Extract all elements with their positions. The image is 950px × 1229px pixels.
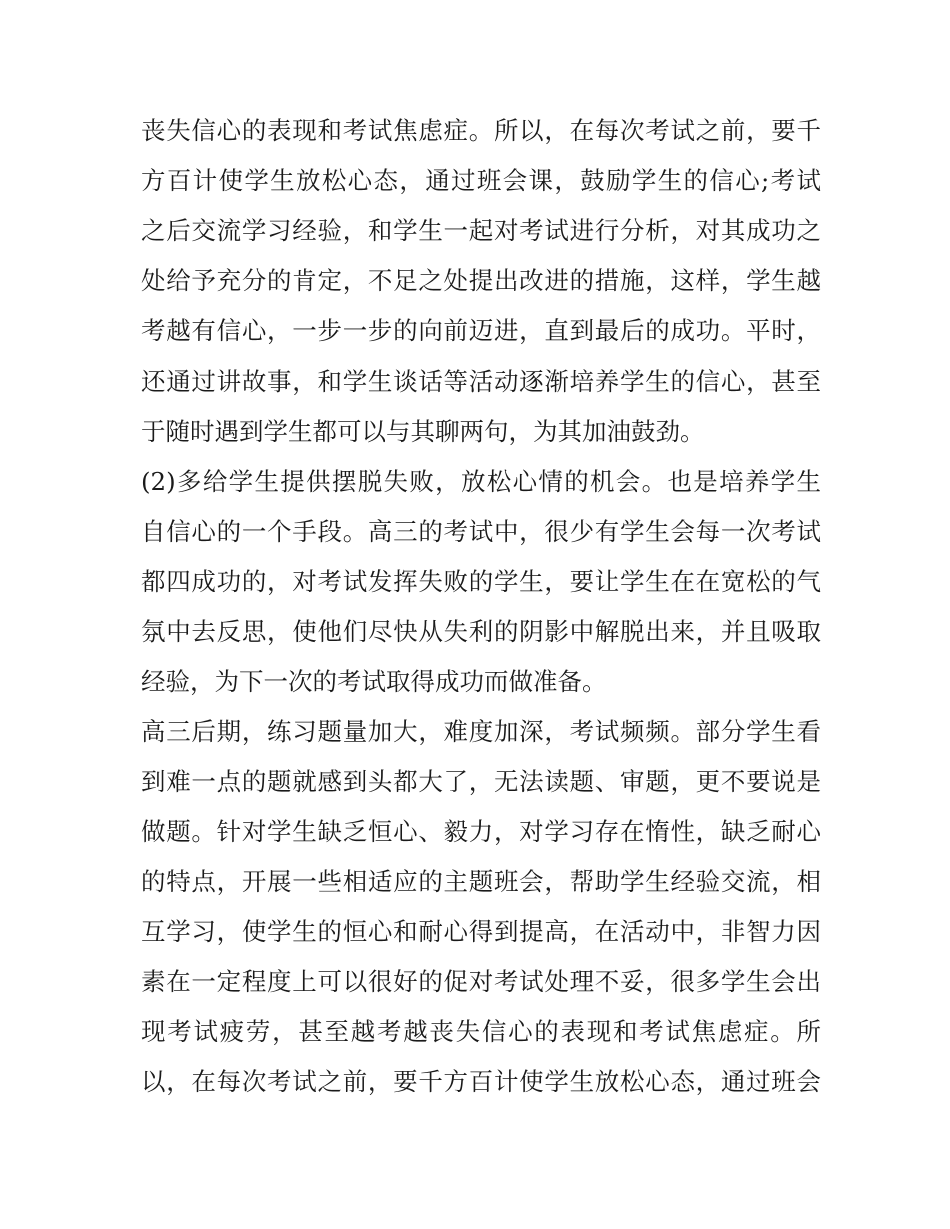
text-line: 经验，为下一次的考试取得成功而做准备。	[141, 667, 607, 696]
text-line: (2)多给学生提供摆脱失败，放松心情的机会。也是培养学生	[141, 467, 821, 496]
text-line: 丧失信心的表现和考试焦虑症。所以，在每次考试之前，要千	[141, 116, 821, 145]
text-line: 做题。针对学生缺乏恒心、毅力，对学习存在惰性，缺乏耐心	[141, 817, 821, 846]
text-line: 的特点，开展一些相适应的主题班会，帮助学生经验交流，相	[141, 867, 821, 896]
text-line: 自信心的一个手段。高三的考试中，很少有学生会每一次考试	[141, 517, 821, 546]
text-line: 以，在每次考试之前，要千方百计使学生放松心态，通过班会	[141, 1067, 821, 1096]
text-line: 氛中去反思，使他们尽快从失利的阴影中解脱出来，并且吸取	[141, 617, 821, 646]
text-line: 还通过讲故事，和学生谈话等活动逐渐培养学生的信心，甚至	[141, 367, 821, 396]
text-line: 到难一点的题就感到头都大了，无法读题、审题，更不要说是	[141, 767, 821, 796]
text-line: 于随时遇到学生都可以与其聊两句，为其加油鼓劲。	[141, 417, 705, 446]
text-line: 都四成功的，对考试发挥失败的学生，要让学生在在宽松的气	[141, 567, 821, 596]
text-line: 高三后期，练习题量加大，难度加深，考试频频。部分学生看	[141, 717, 821, 746]
text-line: 考越有信心，一步一步的向前迈进，直到最后的成功。平时，	[141, 316, 821, 345]
text-line: 互学习，使学生的恒心和耐心得到提高，在活动中，非智力因	[141, 917, 821, 946]
text-line: 现考试疲劳，甚至越考越丧失信心的表现和考试焦虑症。所	[141, 1017, 821, 1046]
text-line: 之后交流学习经验，和学生一起对考试进行分析，对其成功之	[141, 216, 821, 245]
text-line: 素在一定程度上可以很好的促对考试处理不妥，很多学生会出	[141, 967, 821, 996]
text-line: 处给予充分的肯定，不足之处提出改进的措施，这样，学生越	[141, 266, 821, 295]
text-line: 方百计使学生放松心态，通过班会课，鼓励学生的信心;考试	[141, 166, 821, 195]
